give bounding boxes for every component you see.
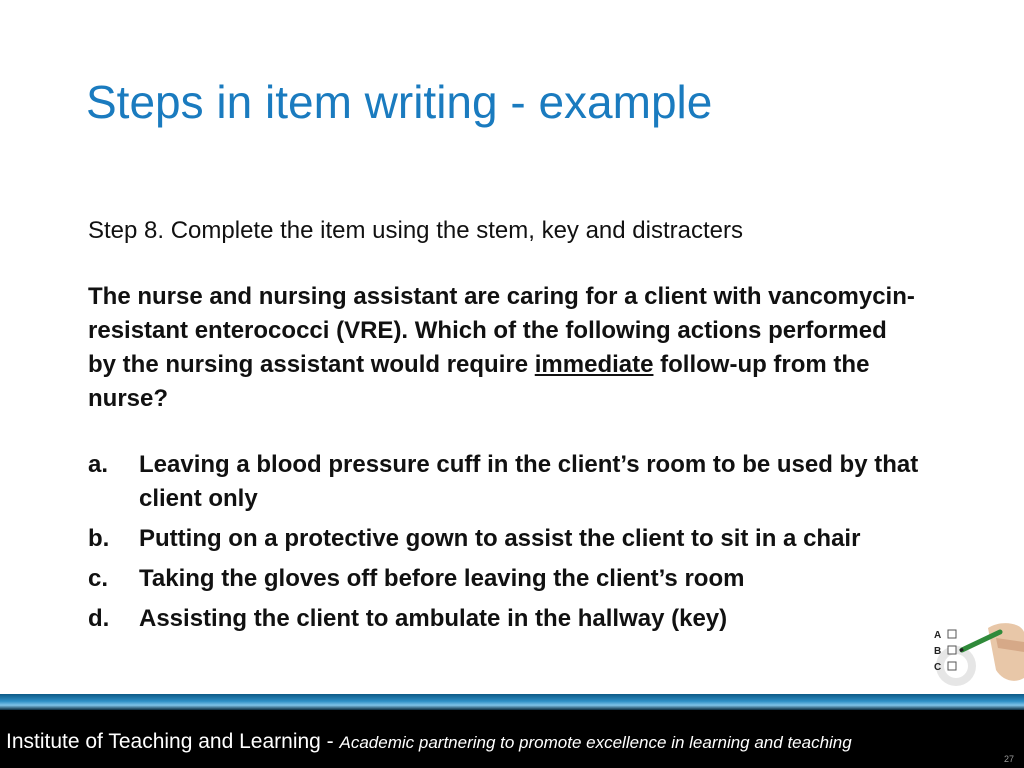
question-text-part1: The nurse and nursing assistant are caring for a client with vancomycin-resistant enterococci (VRE). Which of the following actions performed by the nursing assistant would require bbox=[88, 283, 915, 378]
footer-text bbox=[6, 730, 852, 754]
option-text: Leaving a blood pressure cuff in the client’s room to be used by that client only bbox=[139, 451, 919, 512]
option-c bbox=[88, 562, 928, 596]
option-marker: d. bbox=[88, 605, 110, 632]
checklist-label-c: C bbox=[934, 662, 942, 673]
option-marker: c. bbox=[88, 565, 109, 592]
option-b bbox=[88, 522, 928, 556]
checklist-pen-icon bbox=[930, 618, 1024, 690]
option-text: Putting on a protective gown to assist the client to sit in a chair bbox=[139, 525, 861, 552]
footer bbox=[0, 710, 1024, 768]
answer-options bbox=[88, 448, 928, 642]
question-emphasis: immediate bbox=[534, 351, 654, 378]
option-a bbox=[88, 448, 928, 516]
footer-tagline: Academic partnering to promote excellence in learning and teaching bbox=[339, 733, 852, 752]
option-marker: b. bbox=[88, 525, 110, 552]
checklist-label-b: B bbox=[934, 646, 942, 657]
question-stem bbox=[88, 280, 918, 416]
slide-title: Steps in item writing - example bbox=[86, 76, 713, 128]
footer-institution: Institute of Teaching and Learning - bbox=[6, 730, 340, 753]
page-number: 27 bbox=[1003, 754, 1014, 764]
checklist-label-a: A bbox=[934, 630, 942, 641]
option-text: Taking the gloves off before leaving the client’s room bbox=[139, 565, 745, 592]
option-marker: a. bbox=[88, 451, 109, 478]
step-instruction: Step 8. Complete the item using the stem, key and distracters bbox=[88, 217, 743, 244]
question-text-part2: follow-up from the nurse? bbox=[88, 351, 870, 412]
footer-accent-band bbox=[0, 694, 1024, 710]
option-d bbox=[88, 602, 928, 636]
option-text: Assisting the client to ambulate in the hallway (key) bbox=[139, 605, 728, 632]
